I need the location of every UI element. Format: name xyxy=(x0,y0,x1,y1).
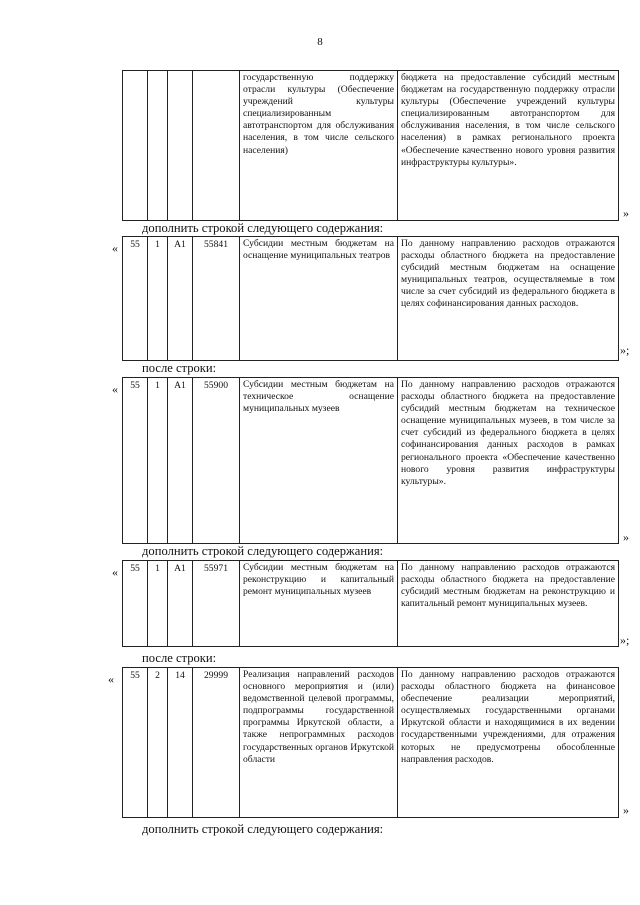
cell-code-4 xyxy=(193,71,240,221)
open-quote: « xyxy=(112,382,118,396)
instruction-after-row: после строки: xyxy=(142,651,217,665)
budget-table-row-55971 xyxy=(122,560,619,647)
cell-code-1: 55 xyxy=(123,237,148,361)
instruction-add-row: дополнить строкой следующего содержания: xyxy=(142,544,384,558)
open-quote: « xyxy=(108,672,114,686)
open-quote: « xyxy=(112,241,118,255)
cell-code-2: 2 xyxy=(148,668,168,818)
table-row xyxy=(123,561,619,647)
cell-code-1: 55 xyxy=(123,561,148,647)
cell-description: По данному направлению расходов отражаются расходы областного бюджета на предоставление субсидий местным бюджетам на оснащение муниципальных театров, осуществляемые в том числе за счет субсидий из федерального бюджета в целях софинансирования данных расходов. xyxy=(398,237,619,361)
close-quote: »; xyxy=(620,343,630,357)
open-quote: « xyxy=(112,565,118,579)
table-row xyxy=(123,71,619,221)
cell-code-3: А1 xyxy=(168,378,193,544)
budget-table-row-29999 xyxy=(122,667,619,818)
cell-code-3: А1 xyxy=(168,237,193,361)
budget-table-row-55841 xyxy=(122,236,619,361)
table-row xyxy=(123,378,619,544)
instruction-add-row: дополнить строкой следующего содержания: xyxy=(142,822,384,836)
cell-description: По данному направлению расходов отражаются расходы областного бюджета на предоставление субсидий местным бюджетам на реконструкцию и капитальный ремонт муниципальных музеев. xyxy=(398,561,619,647)
cell-name: Субсидии местным бюджетам на оснащение муниципальных театров xyxy=(240,237,398,361)
cell-name: государственную поддержку отрасли культуры (Обеспечение учреждений культуры специализированным автотранспортом для обслуживания населения, в том числе сельского населения) xyxy=(240,71,398,221)
budget-table-row-55900 xyxy=(122,377,619,544)
cell-name: Субсидии местным бюджетам на техническое оснащение муниципальных музеев xyxy=(240,378,398,544)
cell-description: По данному направлению расходов отражаются расходы областного бюджета на предоставление субсидий местным бюджетам на техническое оснащение муниципальных музеев, в том числе за счет субсидий из федерального бюджета в целях софинансирования данных расходов в рамках регионального проекта «Обеспечение качественно нового уровня развития инфраструктуры культуры». xyxy=(398,378,619,544)
close-quote: »; xyxy=(620,633,630,647)
cell-code-1 xyxy=(123,71,148,221)
cell-code-4: 55900 xyxy=(193,378,240,544)
close-quote: » xyxy=(623,206,629,220)
instruction-add-row: дополнить строкой следующего содержания: xyxy=(142,221,384,235)
cell-code-4: 29999 xyxy=(193,668,240,818)
page-number: 8 xyxy=(317,36,323,48)
close-quote: » xyxy=(623,530,629,544)
cell-code-2: 1 xyxy=(148,561,168,647)
cell-code-2 xyxy=(148,71,168,221)
cell-code-1: 55 xyxy=(123,668,148,818)
table-row xyxy=(123,237,619,361)
cell-name: Субсидии местным бюджетам на реконструкцию и капитальный ремонт муниципальных музеев xyxy=(240,561,398,647)
table-row xyxy=(123,668,619,818)
cell-name: Реализация направлений расходов основного мероприятия и (или) ведомственной целевой программы, подпрограммы государственной программы Иркутской области, а также непрограммных расходов государственных органов Иркутской области xyxy=(240,668,398,818)
cell-code-3: А1 xyxy=(168,561,193,647)
cell-description: По данному направлению расходов отражаются расходы областного бюджета на финансовое обеспечение реализации мероприятий, осуществляемых государственными органами Иркутской области и находящимися в их ведении государственными учреждениями, для отражения которых не предусмотрены обособленные направления расходов. xyxy=(398,668,619,818)
cell-code-2: 1 xyxy=(148,237,168,361)
cell-code-2: 1 xyxy=(148,378,168,544)
cell-code-3 xyxy=(168,71,193,221)
close-quote: » xyxy=(623,803,629,817)
instruction-after-row: после строки: xyxy=(142,361,217,375)
cell-description: бюджета на предоставление субсидий местным бюджетам на государственную поддержку отрасли культуры (Обеспечение учреждений культуры специализированным автотранспортом для обслуживания населения, в том числе сельского населения) в рамках регионального проекта «Обеспечение качественно нового уровня развития инфраструктуры культуры». xyxy=(398,71,619,221)
cell-code-4: 55841 xyxy=(193,237,240,361)
cell-code-4: 55971 xyxy=(193,561,240,647)
cell-code-1: 55 xyxy=(123,378,148,544)
cell-code-3: 14 xyxy=(168,668,193,818)
budget-table-continuation xyxy=(122,70,619,221)
